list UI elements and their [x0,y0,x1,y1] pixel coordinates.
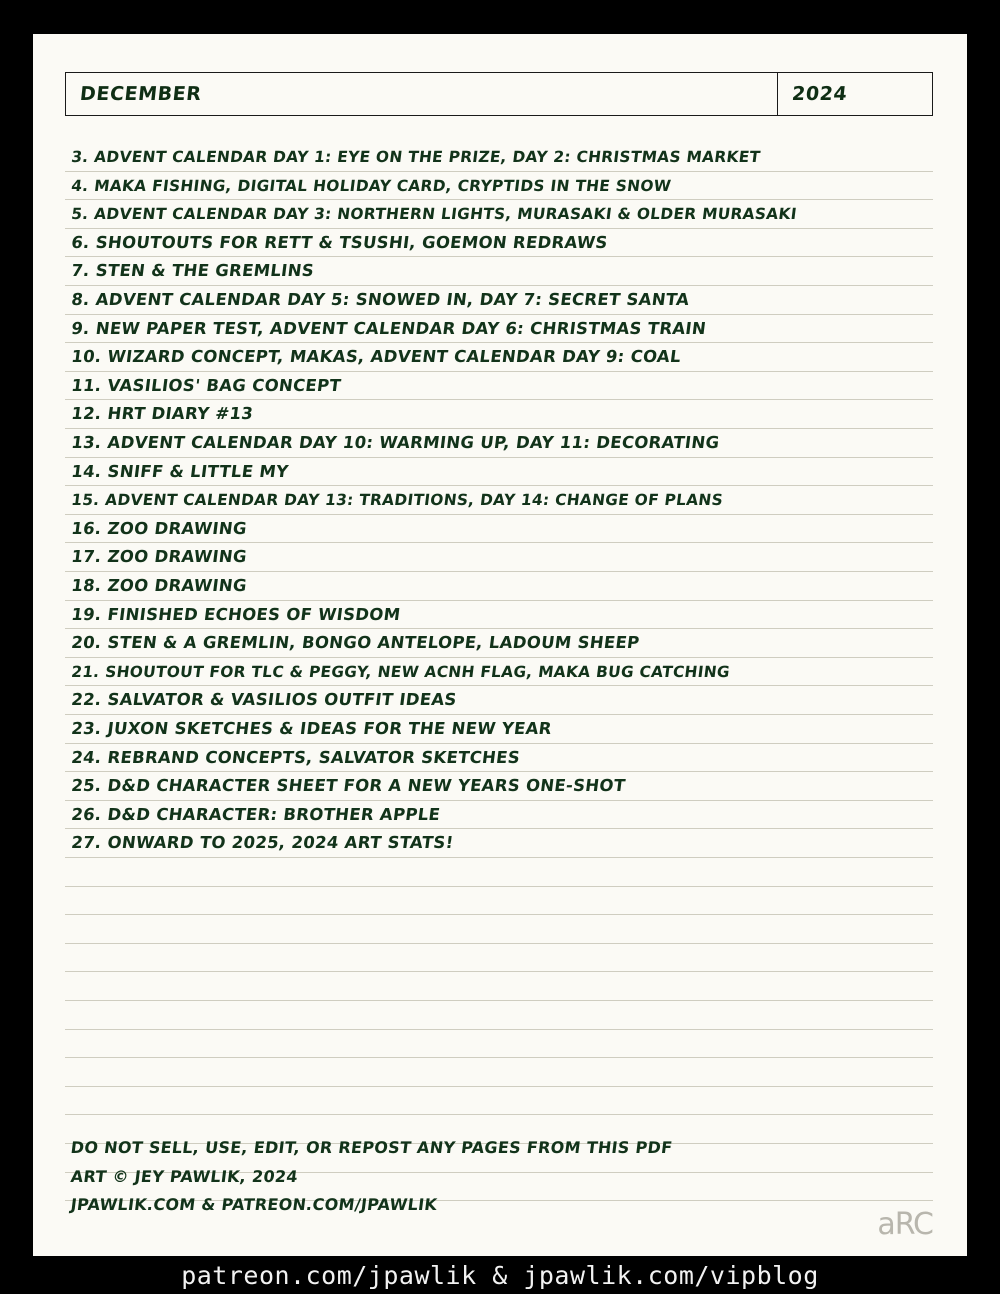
entry-text: 4. MAKA FISHING, DIGITAL HOLIDAY CARD, CRYPTIDS IN THE SNOW [70,176,673,195]
entry-row [71,771,933,800]
rule-line [65,1029,933,1030]
entry-text: 6. SHOUTOUTS FOR RETT & TSUSHI, GOEMON REDRAWS [70,232,609,252]
entry-text: 3. ADVENT CALENDAR DAY 1: EYE ON THE PRIZE, DAY 2: CHRISTMAS MARKET [70,148,762,167]
entry-row [71,399,933,428]
entry-text: 26. D&D CHARACTER: BROTHER APPLE [70,804,442,824]
entry-text: 25. D&D CHARACTER SHEET FOR A NEW YEARS ONE-SHOT [70,776,627,796]
entry-text: 14. SNIFF & LITTLE MY [70,461,290,481]
entry-text: 15. ADVENT CALENDAR DAY 13: TRADITIONS, DAY 14: CHANGE OF PLANS [70,491,725,510]
entry-row [71,628,933,657]
entry-text: 7. STEN & THE GREMLINS [70,261,316,281]
entry-text: 16. ZOO DRAWING [70,518,248,538]
rule-line [65,857,933,858]
entry-row [71,342,933,371]
entry-row [71,428,933,457]
entry-text: 12. HRT DIARY #13 [70,404,255,424]
entry-row [71,571,933,600]
entry-row [71,485,933,514]
entry-text: 17. ZOO DRAWING [70,547,248,567]
footer-line: ART © JEY PAWLIK, 2024 [69,1166,300,1186]
entry-row [71,685,933,714]
month-label: DECEMBER [78,83,203,105]
entry-text: 23. JUXON SKETCHES & IDEAS FOR THE NEW YEAR [70,719,553,739]
entry-row [71,314,933,343]
entry-text: 21. SHOUTOUT FOR TLC & PEGGY, NEW ACNH FLAG, MAKA BUG CATCHING [70,662,731,681]
page-header [65,72,933,116]
entry-row [71,457,933,486]
entry-text: 19. FINISHED ECHOES OF WISDOM [70,604,402,624]
footer-line: DO NOT SELL, USE, EDIT, OR REPOST ANY PAGES FROM THIS PDF [69,1137,674,1157]
entry-text: 20. STEN & A GREMLIN, BONGO ANTELOPE, LADOUM SHEEP [70,633,641,653]
rule-line [65,886,933,887]
entry-row [71,171,933,200]
entry-row [71,228,933,257]
entry-text: 5. ADVENT CALENDAR DAY 3: NORTHERN LIGHTS, MURASAKI & OLDER MURASAKI [70,205,798,224]
year-cell [778,73,932,115]
entry-row [71,600,933,629]
rule-line [65,914,933,915]
entry-row [71,142,933,171]
entry-row [71,743,933,772]
notebook-page [33,34,967,1256]
bottom-banner [0,1256,1000,1294]
entry-row [71,371,933,400]
rule-line [65,943,933,944]
entry-text: 24. REBRAND CONCEPTS, SALVATOR SKETCHES [70,747,522,767]
entry-text: 8. ADVENT CALENDAR DAY 5: SNOWED IN, DAY 7: SECRET SANTA [70,290,691,310]
rule-line [65,1114,933,1115]
entry-row [71,514,933,543]
banner-text: patreon.com/jpawlik & jpawlik.com/vipblog [181,1260,819,1290]
entry-text: 22. SALVATOR & VASILIOS OUTFIT IDEAS [70,690,458,710]
arc-logo: aRC [877,1207,933,1242]
entry-text: 18. ZOO DRAWING [70,576,248,596]
entry-row [71,828,933,857]
entry-text: 27. ONWARD TO 2025, 2024 ART STATS! [70,833,455,853]
footer-notice [71,1132,933,1218]
entry-row [71,800,933,829]
entry-row [71,542,933,571]
month-cell [66,73,778,115]
entry-text: 13. ADVENT CALENDAR DAY 10: WARMING UP, DAY 11: DECORATING [70,433,721,453]
entry-row [71,714,933,743]
rule-line [65,1086,933,1087]
entry-row [71,256,933,285]
rule-line [65,971,933,972]
entry-row [71,199,933,228]
entry-row [71,657,933,686]
entry-text: 11. VASILIOS' BAG CONCEPT [70,375,343,395]
ruled-writing-area [65,142,933,1217]
rule-line [65,1057,933,1058]
entry-row [71,285,933,314]
footer-line: JPAWLIK.COM & PATREON.COM/JPAWLIK [69,1194,439,1214]
entry-text: 10. WIZARD CONCEPT, MAKAS, ADVENT CALENDAR DAY 9: COAL [70,347,683,367]
entry-text: 9. NEW PAPER TEST, ADVENT CALENDAR DAY 6: CHRISTMAS TRAIN [70,318,708,338]
year-label: 2024 [790,83,849,105]
rule-line [65,1000,933,1001]
